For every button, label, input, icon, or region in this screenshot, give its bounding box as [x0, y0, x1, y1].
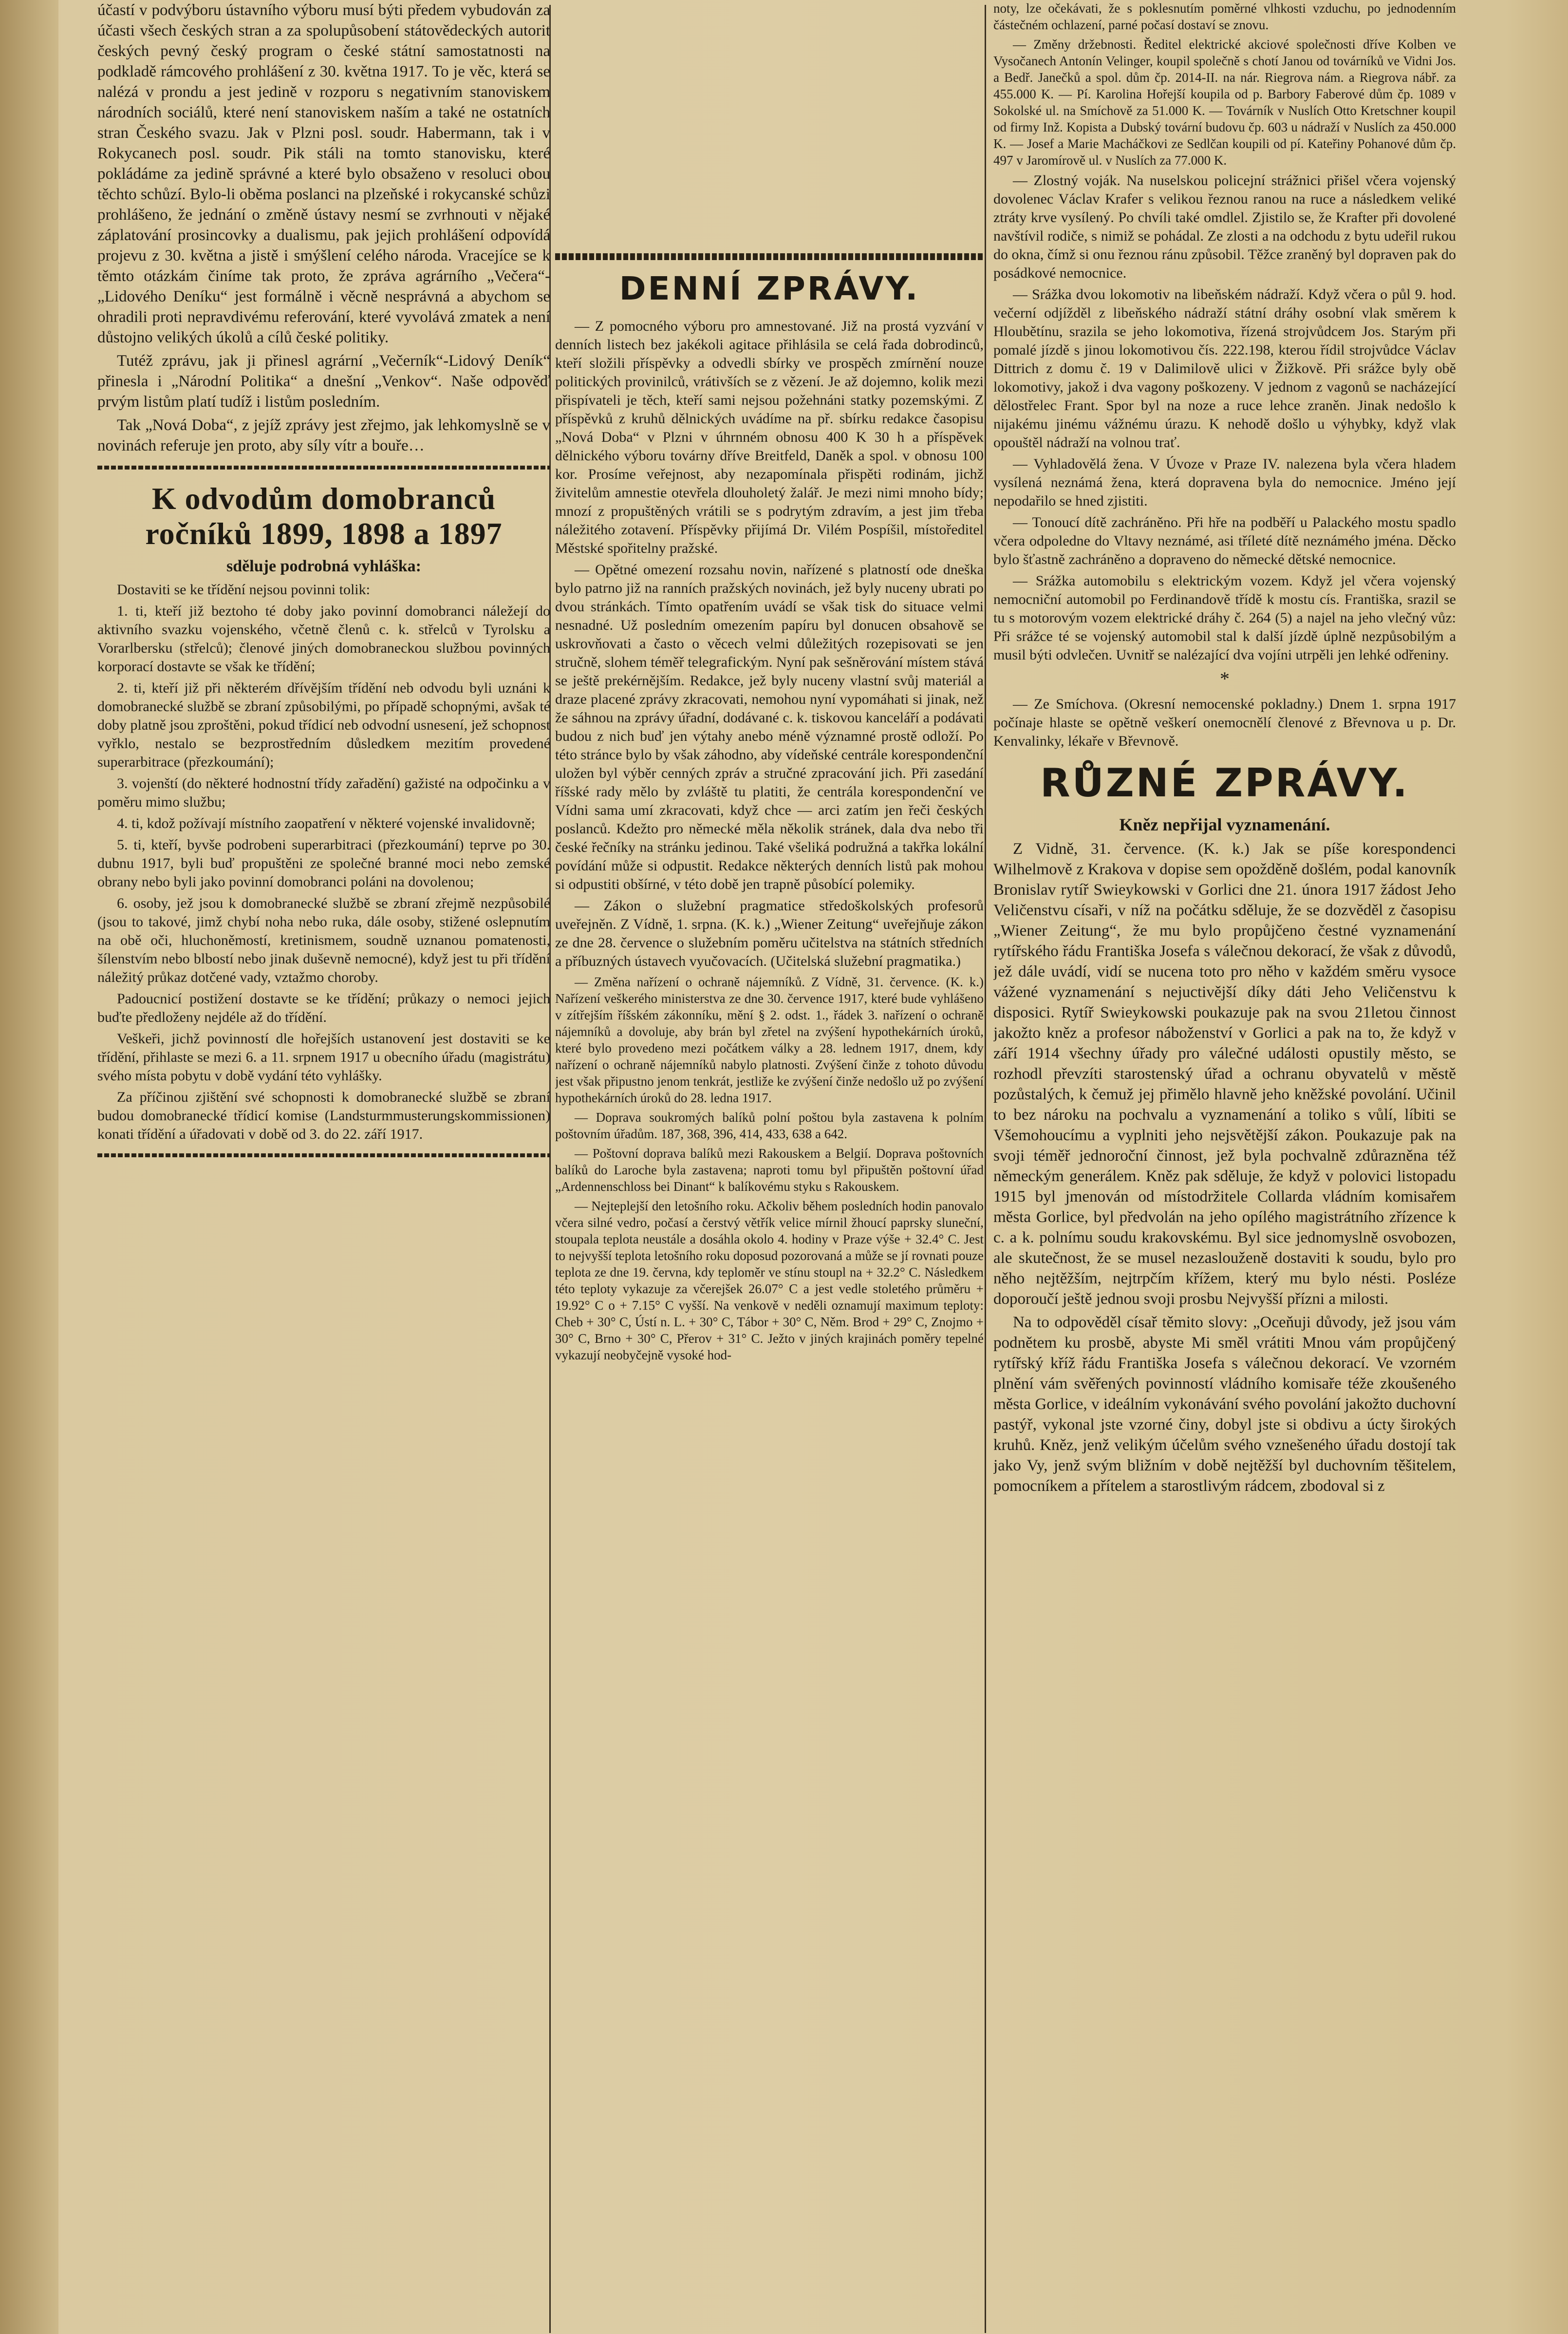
left-top-article	[97, 0, 550, 456]
notice-paragraph: 1. ti, kteří již beztoho té doby jako povinní domobranci náležejí do aktivního svazku vojenského, včetně členů c. k. střelců v Tyrolsku a Vorarlbersku (střelců); členové jiných domobraneckou službou povinných korporací dostavte se však ke třídění;	[97, 603, 550, 675]
article-body	[993, 839, 1456, 1496]
news-paragraph: — Nejteplejší den letošního roku. Ačkoliv během posledních hodin panovalo včera silné vedro, počasí a čerstvý větřík velice mírnil žhoucí paprsky sluneční, stoupala teplota neustále a dosáhla okolo 4. hodiny v Praze výše + 32.4° C. Jest to nejvyšší teplota letošního roku doposud pozorovaná a může se jí rovnati pouze teplota ze dne 19. června, kdy teploměr ve stínu stoupl na + 32.2° C. Následkem této teploty vykazuje za včerejšek 26.07° C a jest vedle stoletého průměru + 19.92° C o + 7.15° C vyšší. Na venkově v neděli oznamují maximum teploty: Cheb + 30° C, Ústí n. L. + 30° C, Tábor + 30° C, Něm. Brod + 29° C, Znojmo + 30° C, Brno + 30° C, Přerov + 31° C. Ježto v jiných krajinách poměry tepelné vykazují neobyčejně vysoké hod-	[555, 1199, 984, 1362]
daily-news-title: DENNÍ ZPRÁVY.	[619, 270, 920, 307]
right-top-news	[993, 0, 1456, 169]
news-paragraph: — Změny držebnosti. Ředitel elektrické akciové společnosti dříve Kolben ve Vysočanech Antonín Velinger, koupil společně s chotí Janou od továrníků ve Vidni Jos. a Bedř. Janečků a spol. dům čp. 2014-II. na nár. Riegrova nám. a Riegrova nábř. za 455.000 K. — Pí. Karolina Hořejší koupila od p. Barbory Faberové dům čp. 1089 v Sokolské ul. na Smíchově za 51.000 K. — Továrník v Nuslích Otto Kretschner koupil od firmy Inž. Kopista a Dubský tovární budovu čp. 603 u nádraží v Nuslích za 450.000 K. — Josef a Marie Macháčkovi ze Sedlčan koupili od pí. Kateřiny Pohanové dům čp. 497 v Jaromírově ul. v Nuslích za 77.000 K.	[993, 37, 1456, 168]
separator-band	[555, 253, 984, 260]
right-news-body	[993, 171, 1456, 664]
news-paragraph: — Zlostný voják. Na nuselskou policejní strážnici přišel včera vojenský dovolenec Václav Krafer s velikou řeznou ranou na ruce a následkem veliké ztráty krve vysílený. Po chvíli také omdlel. Zjistilo se, že Krafter při dovolené navštívil rodiče, s nimiž se pohádal. Ze zlosti a na odchodu z bytu udeřil rukou do okna, čímž si onu řeznou ránu způsobil. Těžce zraněný byl dopraven pak do posádkové nemocnice.	[993, 172, 1456, 281]
conscription-notice	[97, 581, 550, 1144]
conscription-subheadline: sděluje podrobná vyhláška:	[226, 557, 421, 575]
news-paragraph: — Srážka automobilu s elektrickým vozem. Když jel včera vojenský nemocniční automobil po Ferdinandově třídě k mostu cís. Františka, srazil se tu s motorovým vozem elektrické dráhy č. 264 (5) a najel na jeho vlečný vůz: Při srážce té se vojenský automobil stal k další jízdě úplně nezpůsobilým a musil býti odvlečen. Uvnitř se nalézající dva vojíni utrpěli jen lehké odřeniny.	[993, 573, 1456, 663]
notice-paragraph: Padoucnicí postižení dostavte se ke třídění; průkazy o nemoci jejich buďte předloženy nejdéle až do třídění.	[97, 991, 550, 1025]
notice-paragraph: 4. ti, kdož požívají místního zaopatření v některé vojenské invalidovně;	[117, 815, 535, 831]
separator-band	[97, 466, 550, 470]
page-left-edge	[0, 0, 58, 2334]
separator-band	[97, 1153, 550, 1157]
notice-paragraph: Veškeři, jichž povinností dle hořejších ustanovení jest dostaviti se ke třídění, přihlaste se mezi 6. a 11. srpnem 1917 u obecního úřadu (magistrátu) svého místa pobytu v době vydání této vyhlášky.	[97, 1031, 550, 1084]
news-paragraph: — Z pomocného výboru pro amnestované. Již na prostá vyzvání v denních listech bez jakékoli agitace přihlásila se celá řada dobrodinců, kteří složili příspěvky a odvedli sbírky ve prospěch zmírnění nouze politických provinilců, vrátivších se z vězení. Je až dojemno, kolik mezi přispívateli je těch, kteří sami nejsou požehnáni statky pozemskými. Z příspěvků z kruhů dělnických uvádíme na př. sbírku redakce časopisu „Nová Doba“ v Plzni v úhrnném obnosu 400 K 30 h a příspěvek dělnického výboru továrny dříve Breitfeld, Daněk a spol. v obnosu 100 kor. Prosíme veřejnost, aby nezapomínala přispěti rodinám, jichž živitelům amnestie otevřela dlouholetý žalář. Je mezi nimi mnoho bídy; mnozí z propuštěných vrátili se s podrytým zdravím, a jest jim třeba náležitého zotavení. Příspěvky přijímá Dr. Vilém Pospíšil, místoředitel Městské spořitelny pražské.	[555, 318, 984, 556]
left-paragraph: účastí v podvýboru ústavního výboru musí býti předem vybudován za účasti všech českých stran a za spolupůsobení státovědeckých autorit českých pevný český program o české státní samostatnosti na podkladě rámcového prohlášení z 30. května 1917. To je věc, která se nalézá v prondu a jest jedině v rozporu s negativním stanoviskem národních sociálů, které není stanoviskem naším a také ne ostatních stran Českého svazu. Jak v Plzni posl. soudr. Habermann, tak i v Rokycanech posl. soudr. Pik stáli na tomto stanovisku, které pokládáme za jedině správné a které bylo obsaženo v resoluci obou těchto schůzí. Bylo-li oběma poslanci na plzeňské i rokycanské schůzi prohlášeno, že jednání o změně ústavy nesmí se zvrhnouti v nějaké záplatování prosincovky a dualismu, pak jejich prohlášení odpovídá projevu z 30. května a jistě i smýšlení celého národa. Vracejíce se k těmto otázkám činíme tak proto, že zpráva agrárního „Večera“-„Lidového Deníku“ jest formálně i věcně nesprávná a abychom se ohradili proti nepravdivému referování, které vyvolává zmatek a není důstojno velikých úkolů a cílů české politiky.	[97, 1, 550, 346]
conscription-headline: K odvodům domobranců ročníků 1899, 1898 a 1897	[145, 481, 503, 551]
right-column	[993, 0, 1456, 2334]
news-paragraph: — Tonoucí dítě zachráněno. Při hře na podběří u Palackého mostu spadlo včera odpoledne do Vltavy neznámé, asi tříleté dítě neznámého jména. Děcko bylo šťastně zachráněno a dopraveno do německé dětské nemocnice.	[993, 514, 1456, 567]
left-column	[97, 0, 550, 2334]
article-paragraph: Na to odpověděl císař těmito slovy: „Oceňuji důvody, jež jsou vám podnětem ku prosbě, abyste Mi směl vrátiti Mnou vám propůjčený rytířský kříž řádu Františka Josefa s válečnou dekorací. Ve vzorném plnění vám svěřených povinností vládního komisaře téže zkoušeného města Gorlice, v ideálním vykonávání svého povolání jakožto duchovní pastýř, vykonal jste vzorné činy, dobyl jste si obdivu a úcty širokých kruhů. Kněz, jenž velikým účelům svého vznešeného úřadu dostojí tak jako Vy, jenž svým bližním v době nejtěžší byl duchovním těšitelem, pomocníkem a přítelem a starostlivým rádcem, zbodoval si z	[993, 1314, 1456, 1495]
daily-news-small	[555, 974, 984, 1363]
article-paragraph: Z Vidně, 31. července. (K. k.) Jak se píše korespondenci Wilhelmově z Krakova v dopise sem opožděně došlém, podal kanovník Bronislav rytíř Swieykowski v Gorlici dne 21. února 1917 žádost Jeho Veličenstvu císaři, v níž na počátku sděluje, že se dozvěděl z časopisu „Wiener Zeitung“, že mu bylo propůjčeno čestné vyznamenání rytířského řádu Františka Josefa s válečnou dekorací, že však z důvodů, jež dále uvádí, vidí se nucena toto pro něho v každém směru vysoce vážené vyznamenání s nejuctivější díky dáti Jeho Veličenstvu k disposici. Rytíř Swieykowski poukazuje pak na svou 21letou činnost jakožto kněz a profesor náboženství v Gorlici a pak na to, že když v září 1914 všechny úřady pro válečné události opustily město, se rozhodl převzíti starostenský úřad a ochranu obyvatelů v městě pozůstalých, k čemuž jej přimělo hlavně jeho kněžské povolání. Učinil to bez nároku na pochvalu a vyznamenání a toliko s vůlí, líbiti se Všemohoucímu a vyplniti jeho nejsvětější zákon. Poukazuje pak na svoji téměř jednoroční činnost, jež byla pochvalně zdůrazněna též německým generálem. Kněz pak sděluje, že když v polovici listopadu 1915 byl jmenován od místodržitele Collarda vládním komisařem města Gorlice, byl předvolán na jeho opílého magistrátního zřízence k c. a k. polnímu soudu krakovskému. Byl sice jednomyslně osvobozen, ale skutečnost, že se musel nezaslouženě dostaviti k soudu, bylo pro něho nejtěžším, nejtrpčím křížem, který mu bylo nésti. Posléze doporoučí ještě jednou svoji prosbu Nejvyšší přízni a milosti.	[993, 840, 1456, 1308]
news-paragraph: — Vyhladovělá žena. V Úvoze v Praze IV. nalezena byla včera hladem vysílená neznámá žena, která dopravena byla do nemocnice. Jméno její nepodařilo se hned zjistiti.	[993, 456, 1456, 509]
left-paragraph: Tak „Nová Doba“, z jejíž zprávy jest zřejmo, jak lehkomyslně se v novinách referuje jen proto, aby síly vítr a bouře…	[97, 416, 550, 454]
notice-paragraph: 2. ti, kteří již při některém dřívějším třídění neb odvodu byli uznáni k domobranecké službě se zbraní způsobilými, po případě schopnými, avšak té doby platně jsou zproštěni, pokud třídicí neb odvodní usnesení, jež schopnost vyřklo, nestalo se bezprostředním důsledkem mezitím provedené superarbitrace (přezkoumání);	[97, 680, 550, 770]
various-news-title: RŮZNÉ ZPRÁVY.	[1040, 760, 1409, 806]
article-title: Kněz nepřijal vyznamenání.	[1119, 815, 1330, 834]
notice-paragraph: 5. ti, kteří, byvše podrobeni superarbitraci (přezkoumání) teprve po 30. dubnu 1917, byli buď propuštěni ze společné branné moci nebo zemské obrany nebo byli jako povinní domobranci poláni na dovolenou;	[97, 837, 550, 890]
news-paragraph: — Ze Smíchova. (Okresní nemocenské pokladny.) Dnem 1. srpna 1917 počínaje hlaste se opětně veškerí onemocnělí členové z Břevnova u p. Dr. Kenvalinky, lékaře v Břevnově.	[993, 696, 1456, 749]
middle-column	[555, 0, 984, 2334]
left-paragraph: Tutéž zprávu, jak ji přinesl agrární „Večerník“-Lidový Deník“ přinesla i „Národní Politika“ a dnešní „Venkov“. Naše odpověď prvým listům platí tudíž i listům posledním.	[97, 352, 550, 411]
notice-paragraph: 6. osoby, jež jsou k domobranecké službě se zbraní zřejmě nezpůsobilé (jsou to takové, jimž chybí noha nebo ruka, dále osoby, stižené oslepnutím na obě oči, hluchoněmostí, kretinismem, soudně uznanou pomatenosti, šílenstvím nebo blbostí nebo jinak duševně nemocné), když jest tu při třídění náležitý průkaz dotčené vady, vztažmo choroby.	[97, 895, 550, 985]
news-paragraph: — Srážka dvou lokomotiv na libeňském nádraží. Když včera o půl 9. hod. večerní odjížděl z libeňského nádraží státní dráhy osobní vlak směrem k Hloubětínu, srazila se jeho lokomotiva, řízená strojvůdcem Jos. Starým při pomalé jízdě s jinou lokomotivou čís. 222.198, kterou řídil strojvůdce Václav Dittrich z domu č. 19 v Dalimilově ulici v Žižkově. Při srážce byly obě lokomotivy, jakož i dva vagony poškozeny. V jednom z vagonů se nacházející dělostřelec Frant. Spor byl na noze a ruce lehce zraněn. Jinak nedošlo k nijakému jinému vážnému úrazu. K nehodě došlo u výhybky, když vlak opouštěl nádraží na volnou trať.	[993, 286, 1456, 451]
news-paragraph: — Doprava soukromých balíků polní poštou byla zastavena k polním poštovním úřadům. 187, 368, 396, 414, 433, 638 a 642.	[555, 1110, 984, 1141]
separator-star: *	[1220, 668, 1230, 690]
notice-paragraph: Za příčinou zjištění své schopnosti k domobranecké službě se zbraní budou domobranecké třídicí komise (Landsturmmusterungskommissionen) konati třídění a úřadovati v době od 3. do 22. září 1917.	[97, 1089, 550, 1142]
notice-paragraph: 3. vojenští (do některé hodnostní třídy zařadění) gažisté na odpočinku a v poměru mimo službu;	[97, 775, 550, 810]
news-paragraph: — Změna nařízení o ochraně nájemníků. Z Vídně, 31. července. (K. k.) Nařízení veškerého ministerstva ze dne 30. července 1917, které bude vyhlášeno v zítřejším říšském zákonníku, mění § 2. odst. 1., řádek 3. nařízení o ochraně nájemníků a dovoluje, aby brán byl zřetel na zvýšení hypothekárních úroků, které bylo provedeno mezi počátkem války a 28. lednem 1917, dnem, kdy nařízení o ochraně nájemníků nabylo platnosti. Zvýšení činže z tohoto důvodu jest však připustno jenom tenkrát, jestliže ke zvýšení činže nedošlo už po zvýšení hypothekárních úroků do 28. ledna 1917.	[555, 975, 984, 1105]
daily-news-body	[555, 317, 984, 971]
news-paragraph: noty, lze očekávati, že s poklesnutím poměrné vlhkosti vzduchu, po jednodenním částečném ochlazení, parné počasí dostaví se znovu.	[993, 1, 1456, 32]
column-divider-right	[985, 5, 986, 2333]
news-paragraph: — Opětné omezení rozsahu novin, nařízené s platností ode dneška bylo patrno již na ranních pražských novinách, jež byly nuceny ubrati po dvou stránkách. Tímto opatřením uvádí se však tisk do situace velmi nesnadné. Už posledním omezením papíru byl donucen obsahově se uskrovňovati a často o věcech velmi důležitých rozepisovati se jen stručně, slohem téměř telegrafickým. Nyní pak sešněrování místem stává se ještě prekérnějším. Redakce, jež byly nuceny vlastní svůj materiál a draze placené zprávy zkracovati, nemohou nyní vypomáhati si jinak, než že sáhnou na zprávy úřadní, dodávané c. k. tiskovou kanceláří a podávati budou z nich buď jen výtahy anebo méně významné prostě odloží. Po této stránce bylo by však záhodno, aby vídeňské centrále korespondenční uložen byl výběr cenných zpráv a stručné zpracování jich. Při zasedání říšské rady mělo by zvláště tu platiti, že centrála korespondenční ve Vídni sama umí zkracovati, když chce — arci zatím jen řeči českých poslanců. Kdežto pro německé měla několik stránek, dala dva nebo tři české řečníky na stránku jedinou. Také všeliká podružná a takřka lokální povídání může si odpustit. Redakce některých denních listů pak mohou si odpustiti obšírné, v této době jen trapně působící polemiky.	[555, 562, 984, 892]
news-paragraph: — Zákon o služební pragmatice středoškolských profesorů uveřejněn. Z Vídně, 1. srpna. (K. k.) „Wiener Zeitung“ uveřejňuje zákon ze dne 28. července o služebním poměru učitelstva na státních středních a příbuzných ústavech vyučovacích. (Učitelská služební pragmatika.)	[555, 898, 984, 969]
smichov-news	[993, 695, 1456, 751]
news-paragraph: — Poštovní doprava balíků mezi Rakouskem a Belgií. Doprava poštovních balíků do Laroche byla zastavena; naproti tomu byl připuštěn poštovní úřad „Ardennenschloss bei Dinant“ k balíkovému styku s Rakouskem.	[555, 1146, 984, 1194]
notice-paragraph: Dostaviti se ke třídění nejsou povinni tolik:	[117, 582, 370, 598]
